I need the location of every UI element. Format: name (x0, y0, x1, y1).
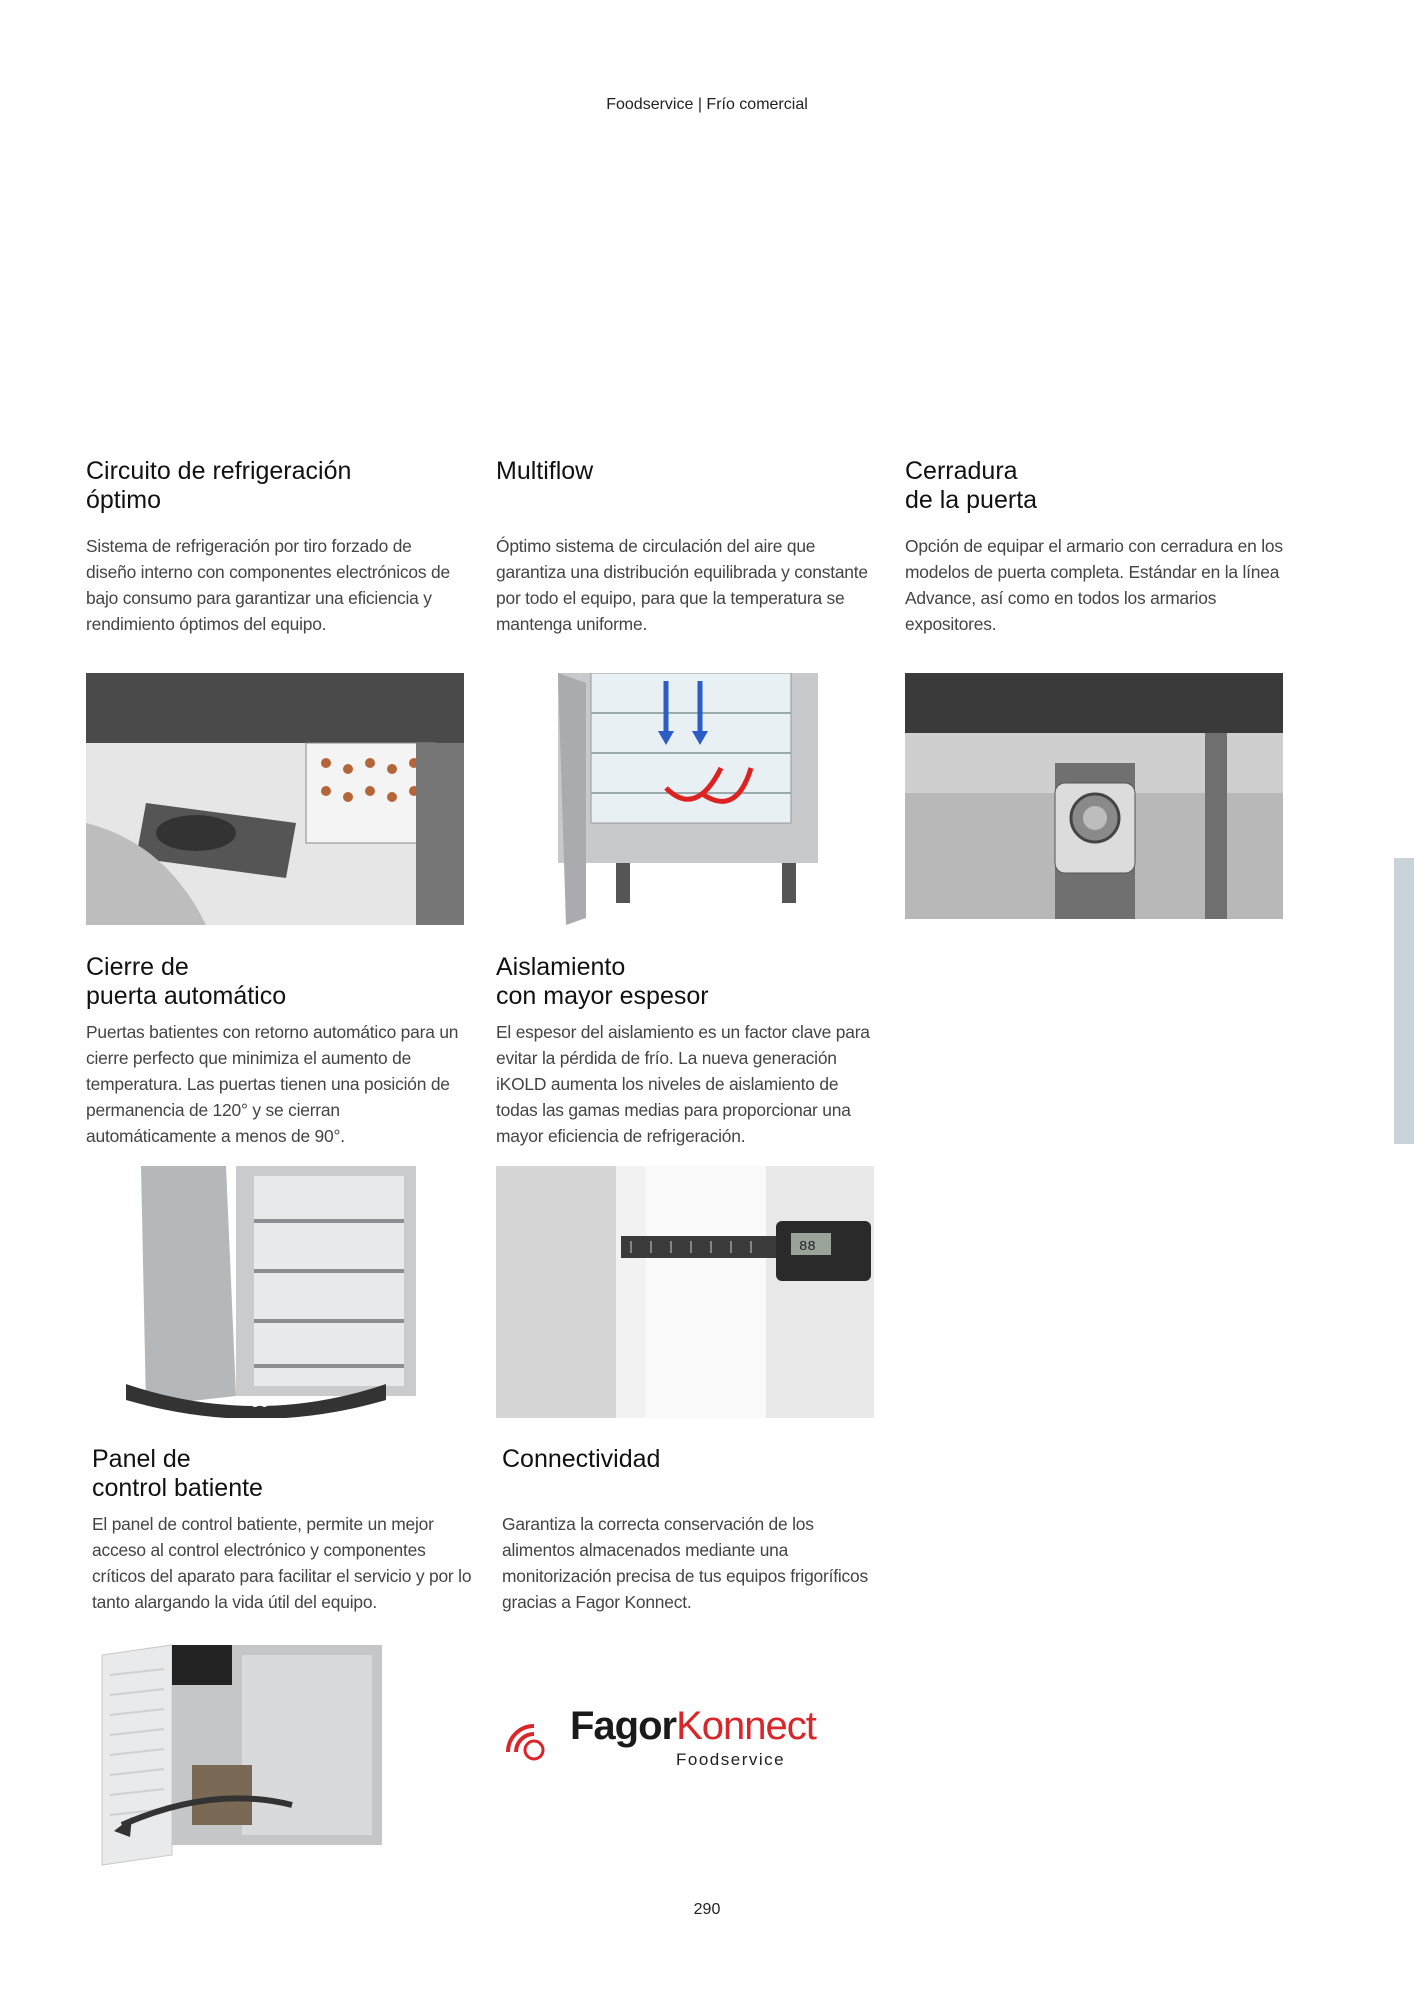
feature-refrigeration-circuit (86, 457, 466, 637)
feature-multiflow (496, 457, 876, 637)
door-lock-image (905, 673, 1283, 919)
feature-text: Opción de equipar el armario con cerradura en los modelos de puerta completa. Estándar en la línea Advance, así como en todos los armarios expositores. (905, 536, 1283, 634)
feature-text: El espesor del aislamiento es un factor clave para evitar la pérdida de frío. La nueva generación iKOLD aumenta los niveles de aislamiento de todas las gamas medias para proporcionar una mayor eficiencia de refrigeración. (496, 1022, 870, 1146)
feature-door-lock (905, 457, 1285, 637)
feature-title: Connectividad (502, 1445, 661, 1473)
feature-title: Cerradura de la puerta (905, 457, 1038, 514)
feature-title: Multiflow (496, 457, 594, 485)
side-tab (1394, 858, 1414, 1144)
feature-title: Circuito de refrigeración óptimo (86, 457, 352, 514)
feature-text: Óptimo sistema de circulación del aire que garantiza una distribución equilibrada y constante por todo el equipo, para que la temperatura se mantenga uniforme. (496, 536, 868, 634)
door-angle-label: 90° (251, 1394, 276, 1411)
logo-brand: FagorKonnect (570, 1704, 816, 1748)
feature-title: Panel de control batiente (92, 1445, 263, 1502)
feature-text: Puertas batientes con retorno automático para un cierre perfecto que minimiza el aumento de temperatura. Las puertas tienen una posición de permanencia de 120° y se cierran automáticamente a menos de 90°. (86, 1022, 459, 1146)
feature-swing-control-panel (92, 1445, 472, 1615)
page-number: 290 (693, 1901, 721, 1918)
fagor-konnect-logo (500, 1700, 840, 1770)
feature-title: Aislamiento con mayor espesor (496, 953, 709, 1010)
insulation-image (496, 1166, 874, 1418)
feature-title: Cierre de puerta automático (86, 953, 287, 1010)
feature-auto-door-close (86, 953, 466, 1149)
page-header: Foodservice | Frío comercial (606, 96, 808, 113)
refrigeration-circuit-image (86, 673, 464, 925)
multiflow-image (496, 673, 866, 925)
feature-text: El panel de control batiente, permite un mejor acceso al control electrónico y componentes críticos del aparato para facilitar el servicio y por lo tanto alargando la vida útil del equipo. (92, 1514, 472, 1612)
wifi-signal-icon (500, 1708, 560, 1762)
caliper-display: 88 (799, 1239, 816, 1255)
feature-insulation (496, 953, 876, 1149)
control-panel-image (92, 1635, 462, 1875)
logo-subtitle: Foodservice (676, 1750, 786, 1769)
feature-text: Garantiza la correcta conservación de los alimentos almacenados mediante una monitorización precisa de tus equipos frigoríficos gracias a Fagor Konnect. (502, 1514, 869, 1612)
feature-text: Sistema de refrigeración por tiro forzado de diseño interno con componentes electrónicos de bajo consumo para garantizar una eficiencia y rendimiento óptimos del equipo. (86, 536, 450, 634)
auto-door-image (86, 1166, 464, 1418)
feature-connectivity (502, 1445, 882, 1615)
